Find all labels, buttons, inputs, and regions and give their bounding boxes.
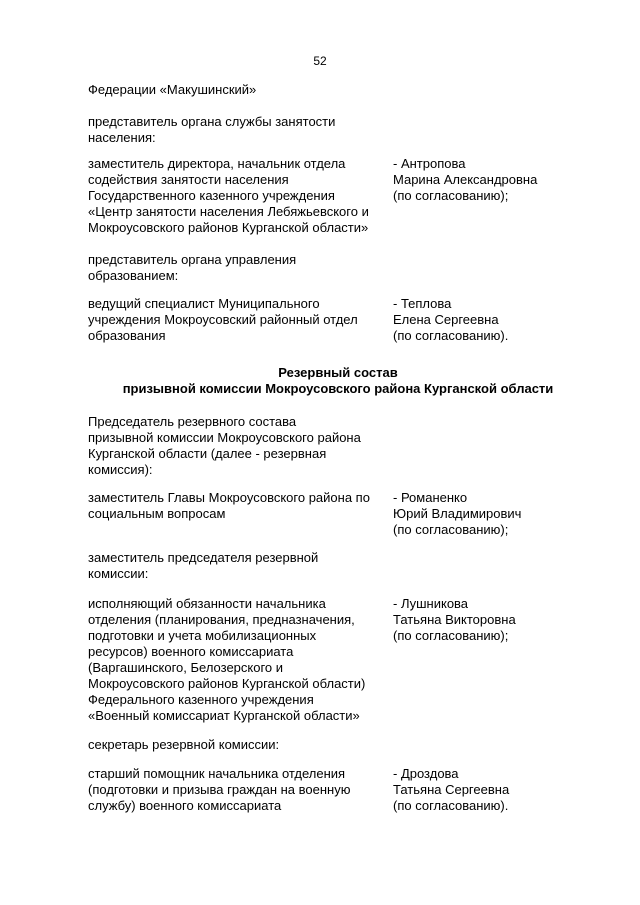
reserve-chair-label: Председатель резервного состава призывной комиссии Мокроусовского района Курганской области (далее - резервная комиссия): [88,414,361,477]
employment-rep-label: представитель органа службы занятости населения: [88,114,336,145]
member-person: - Теплова Елена Сергеевна (по согласованию). [393,296,509,343]
member-position: исполняющий обязанности начальника отделения (планирования, предназначения, подготовки и учета мобилизационных ресурсов) военного комиссариата (Варгашинского, Белозерского и Мокроусовского районов Курганской области) Федерального казенного учреждения «Военный комиссариат Курганской области» [88,596,366,723]
member-position: старший помощник начальника отделения (подготовки и призыва граждан на военную службу) военного комиссариата [88,766,351,813]
member-person: - Дроздова Татьяна Сергеевна (по согласованию). [393,766,510,813]
reserve-deputy-label: заместитель председателя резервной комиссии: [88,550,319,581]
member-person: - Романенко Юрий Владимирович (по согласованию); [393,490,522,537]
education-rep-label: представитель органа управления образованием: [88,252,297,283]
member-person: - Антропова Марина Александровна (по согласованию); [393,156,538,203]
intro-line: Федерации «Макушинский» [88,82,257,97]
page-number: 52 [313,54,327,68]
member-person: - Лушникова Татьяна Викторовна (по согласованию); [393,596,516,643]
reserve-secretary-label: секретарь резервной комиссии: [88,737,280,752]
member-position: заместитель Главы Мокроусовского района по социальным вопросам [88,490,370,521]
section-heading: Резервный состав призывной комиссии Мокроусовского района Курганской области [122,365,554,396]
member-position: заместитель директора, начальник отдела содействия занятости населения Государственного казенного учреждения «Центр занятости населения Лебяжьевского и Мокроусовского районов Курганской области» [88,156,369,235]
member-position: ведущий специалист Муниципального учреждения Мокроусовский районный отдел образования [88,296,358,343]
